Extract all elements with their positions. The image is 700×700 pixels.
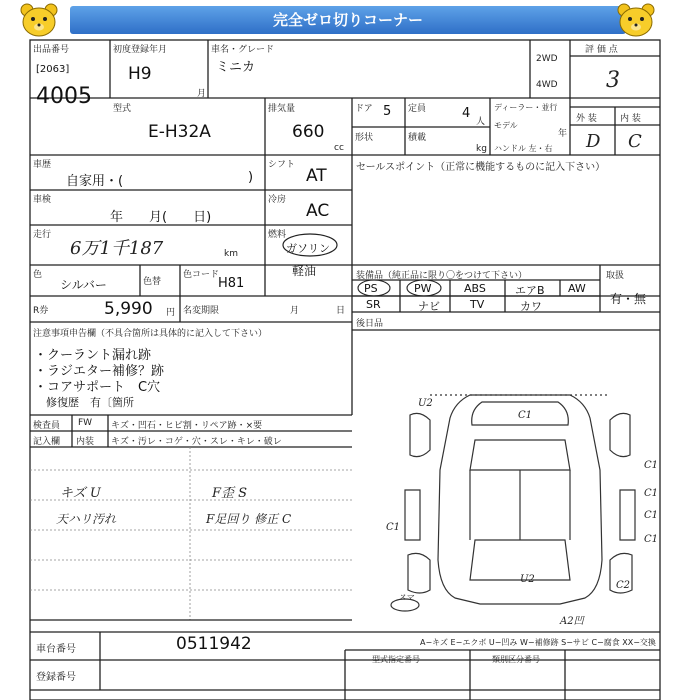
category-number-label: 類別区分番号 — [492, 655, 540, 664]
usage-value: 自家用・( — [66, 174, 124, 189]
equip-tv: TV — [470, 298, 485, 311]
color-code-value: H81 — [218, 276, 245, 291]
fuel-gas: ガソリン — [286, 242, 330, 255]
drive-4wd: 4WD — [536, 80, 558, 90]
ac-label: 冷房 — [268, 195, 287, 205]
month-unit: 月 — [197, 89, 207, 99]
fuel-circle-mark — [280, 232, 340, 258]
lot-label: 出品番号 — [33, 45, 70, 55]
load-label: 積載 — [408, 133, 427, 143]
color-no-label: 色替 — [143, 277, 162, 287]
mileage-label: 走行 — [33, 230, 52, 240]
ext-value: D — [586, 131, 601, 152]
interior-items: キズ・汚レ・コゲ・穴・スレ・キレ・破レ — [111, 437, 282, 447]
note-line: 修復歴 有〔箇所 — [46, 396, 134, 409]
hand-note: F歪 S — [212, 486, 248, 501]
damage-mark: C1 — [386, 522, 401, 533]
equip-circle-marks — [354, 278, 454, 298]
hand-note: キズ U — [60, 486, 101, 501]
sales-point-label: セールスポイント（正常に機能するものに記入下さい） — [356, 162, 606, 173]
ownership-value: 有・無 — [610, 292, 647, 306]
first-reg-label: 初度登録年月 — [113, 45, 168, 55]
damage-mark: スマ — [398, 593, 414, 602]
dealer-label: ディーラー・並行 — [494, 103, 558, 112]
damage-mark: C1 — [518, 410, 533, 421]
equip-navi: ナビ — [418, 300, 440, 313]
equip-abs: ABS — [464, 282, 486, 295]
shape-label: 形状 — [355, 133, 374, 143]
registration-label: 登録番号 — [36, 672, 76, 683]
equip-pw: PW — [414, 282, 432, 295]
capacity-value: 4 — [462, 106, 471, 121]
damage-mark: C1 — [644, 460, 659, 471]
door-label: ドア — [355, 104, 373, 114]
equip-sr: SR — [366, 298, 381, 311]
transfer-day: 日 — [336, 306, 346, 316]
lot-code: [2063] — [36, 64, 70, 75]
usage-close: ) — [248, 170, 254, 185]
note-line: ・ラジエター補修？跡 — [34, 364, 165, 379]
transfer-label: 名変期限 — [183, 306, 220, 316]
equip-leather: カワ — [520, 300, 542, 313]
transfer-month: 月 — [290, 306, 300, 316]
damage-mark: A2凹 — [560, 616, 584, 627]
disp-value: 660 — [292, 122, 325, 142]
recycle-unit: 円 — [166, 308, 176, 318]
ext-label: 外 装 — [576, 114, 597, 124]
grade-label: 評 価 点 — [585, 45, 618, 55]
capacity-unit: 人 — [476, 117, 486, 127]
note-line: ・コアサポート C穴 — [34, 380, 161, 395]
fuel-diesel: 軽油 — [292, 264, 317, 278]
fw-label: FW — [78, 418, 93, 428]
damage-mark: C2 — [616, 580, 631, 591]
fuel-label: 燃料 — [268, 230, 287, 240]
drive-2wd: 2WD — [536, 54, 558, 64]
equipment-label: 装備品（純正品に限り〇をつけて下さい） — [356, 271, 528, 281]
recycle-value: 5,990 — [104, 299, 153, 319]
damage-legend: A−キズ E−エクボ U−凹み W−補修跡 S−サビ C−腐食 XX−交換 — [420, 638, 656, 647]
type-label: 型式 — [113, 104, 132, 114]
equip-airbag: エアB — [515, 284, 545, 297]
damage-mark: U2 — [520, 574, 535, 585]
usage-label: 車歴 — [33, 160, 52, 170]
recycle-label: R券 — [33, 306, 49, 316]
model-label: 車名・グレード — [211, 45, 275, 55]
shift-value: AT — [306, 166, 327, 186]
first-reg-value: H9 — [128, 64, 152, 84]
equip-ps: PS — [364, 282, 378, 295]
hand-note: F足回り 修正 C — [206, 512, 292, 526]
banner-title: 完全ゼロ切りコーナー — [70, 6, 626, 34]
grade-value: 3 — [606, 68, 620, 93]
inspection-label: 車検 — [33, 195, 52, 205]
ac-value: AC — [306, 201, 330, 221]
color-value: シルバー — [60, 278, 107, 292]
shift-label: シフト — [268, 160, 296, 170]
handle-label: ハンドル 左・右 — [494, 144, 553, 153]
damage-mark: C1 — [644, 488, 659, 499]
load-unit: kg — [476, 144, 487, 154]
int-value: C — [628, 131, 642, 152]
mileage-unit: km — [224, 249, 238, 259]
entry-label: 記入欄 — [33, 437, 61, 447]
model-value: ミニカ — [216, 60, 256, 75]
ownership-label: 取扱 — [606, 271, 625, 281]
hand-note: 天ハリ汚れ — [56, 512, 117, 526]
inspection-value: 年 月( 日) — [110, 210, 212, 225]
equip-aw: AW — [568, 282, 586, 295]
int-label: 内 装 — [620, 114, 641, 124]
type-value: E-H32A — [148, 122, 211, 142]
disp-label: 排気量 — [268, 104, 296, 114]
disp-unit: cc — [334, 143, 344, 153]
damage-mark: C1 — [644, 534, 659, 545]
chassis-label: 車台番号 — [36, 644, 76, 655]
model-year-label: モデル — [494, 121, 518, 130]
year-unit: 年 — [558, 129, 568, 139]
type-designation-label: 型式指定番号 — [372, 655, 420, 664]
lot-number: 4005 — [36, 84, 92, 109]
damage-mark: U2 — [418, 398, 433, 409]
chassis-value: 0511942 — [176, 634, 252, 654]
damage-mark: C1 — [644, 510, 659, 521]
interior-label: 内装 — [76, 437, 95, 447]
rear-label: 後日品 — [356, 319, 384, 329]
inspector-label: 検査員 — [33, 421, 61, 431]
mileage-value: 6万1千187 — [70, 238, 164, 259]
notes-label: 注意事項申告欄（不具合箇所は具体的に記入して下さい） — [33, 329, 268, 339]
color-code-label: 色コード — [183, 270, 220, 280]
door-value: 5 — [383, 104, 392, 119]
color-label: 色 — [33, 270, 43, 280]
capacity-label: 定員 — [408, 104, 427, 114]
note-line: ・クーラント漏れ跡 — [34, 348, 152, 363]
fw-items: キズ・凹石・ヒビ割・リペア跡・×要 — [111, 421, 263, 431]
